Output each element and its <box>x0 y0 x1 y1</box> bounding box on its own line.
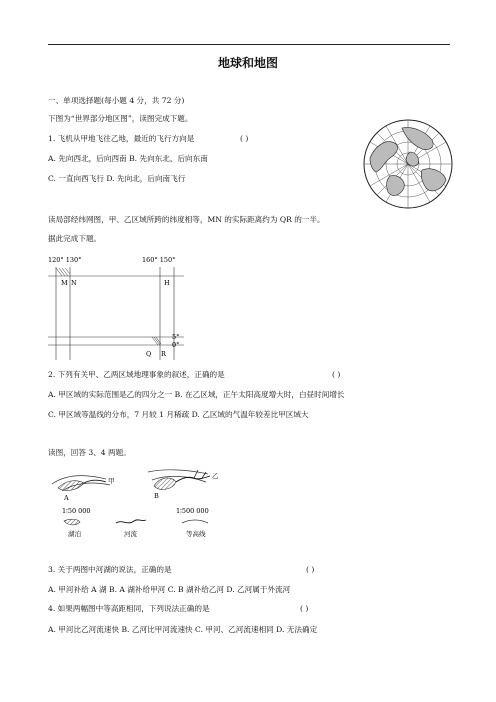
grid-lat-0: 0° <box>172 341 180 349</box>
header-rule <box>48 44 450 45</box>
question-2-answer-paren: ( ) <box>332 370 341 379</box>
question-2-options-cd: C. 甲区域等温线的分布，7 月较 1 月稀疏 D. 乙区域的气温年较差比甲区域大 <box>48 410 309 419</box>
lake-river-map-figure <box>48 466 228 544</box>
map-label-river-yi: 乙 <box>212 472 219 480</box>
question-4-options: A. 甲河比乙河流速快 B. 乙河比甲河流速快 C. 甲河、乙河流速相同 D. 无法确定 <box>48 625 318 634</box>
grid-point-r: R <box>161 350 166 358</box>
intro-text-2b: 据此完成下题。 <box>48 234 102 243</box>
grid-point-h: H <box>164 279 170 287</box>
map-label-lake-a: A <box>64 494 69 502</box>
map-label-lake-b: B <box>154 492 159 500</box>
legend-contour-label: 等高线 <box>186 530 206 538</box>
question-4-answer-paren: ( ) <box>300 604 309 613</box>
question-3-stem: 3. 关于两图中河湖的说法，正确的是 <box>48 565 172 574</box>
question-2-stem: 2. 下列有关甲、乙两区域地理事象的叙述，正确的是 <box>48 370 225 379</box>
polar-world-map <box>362 118 454 210</box>
grid-point-q: Q <box>146 350 152 358</box>
question-4-stem: 4. 如果两幅图中等高距相同，下列说法正确的是 <box>48 604 210 613</box>
legend-lake-label: 湖泊 <box>68 530 81 538</box>
question-1-stem: 1. 飞机从甲地飞往乙地，最近的飞行方向是 <box>48 134 195 143</box>
map-label-river-jia: 甲 <box>108 477 115 485</box>
page-title: 地球和地图 <box>217 56 278 70</box>
latlong-grid-figure <box>48 252 188 360</box>
question-1-options-cd: C. 一直向西飞行 D. 先向北，后向南飞行 <box>48 174 186 183</box>
legend-river-label: 河流 <box>124 530 137 538</box>
map-scale-a: 1∶50 000 <box>62 507 91 515</box>
section-heading: 一、单项选择题(每小题 4 分，共 72 分) <box>48 96 185 105</box>
grid-lat-5: 5° <box>172 333 180 341</box>
question-1-options-ab: A. 先向西北，后向西南 B. 先向东北，后向东南 <box>48 154 208 163</box>
grid-point-n: N <box>71 279 77 287</box>
question-2-options-ab: A. 甲区域的实际范围是乙的四分之一 B. 在乙区域，正午太阳高度增大时，白昼时间增长 <box>48 390 345 399</box>
grid-lon-label-left: 120° 130° <box>48 256 82 264</box>
grid-point-m: M <box>61 279 68 287</box>
intro-text-2: 读局部经纬网图，甲、乙区域所跨的纬度相等，MN 的实际距离约为 QR 的一半。 <box>48 215 325 224</box>
grid-lon-label-right: 160° 150° <box>142 256 176 264</box>
map-scale-b: 1∶500 000 <box>176 507 209 515</box>
intro-text-3: 读图，回答 3、4 两题。 <box>48 448 131 457</box>
question-3-answer-paren: ( ) <box>306 565 315 574</box>
question-3-options: A. 甲河补给 A 湖 B. A 湖补给甲河 C. B 湖补给乙河 D. 乙河属于外流河 <box>48 585 291 594</box>
intro-text-1: 下图为“世界部分地区图”，读图完成下题。 <box>48 114 193 123</box>
question-1-answer-paren: ( ) <box>240 134 249 143</box>
